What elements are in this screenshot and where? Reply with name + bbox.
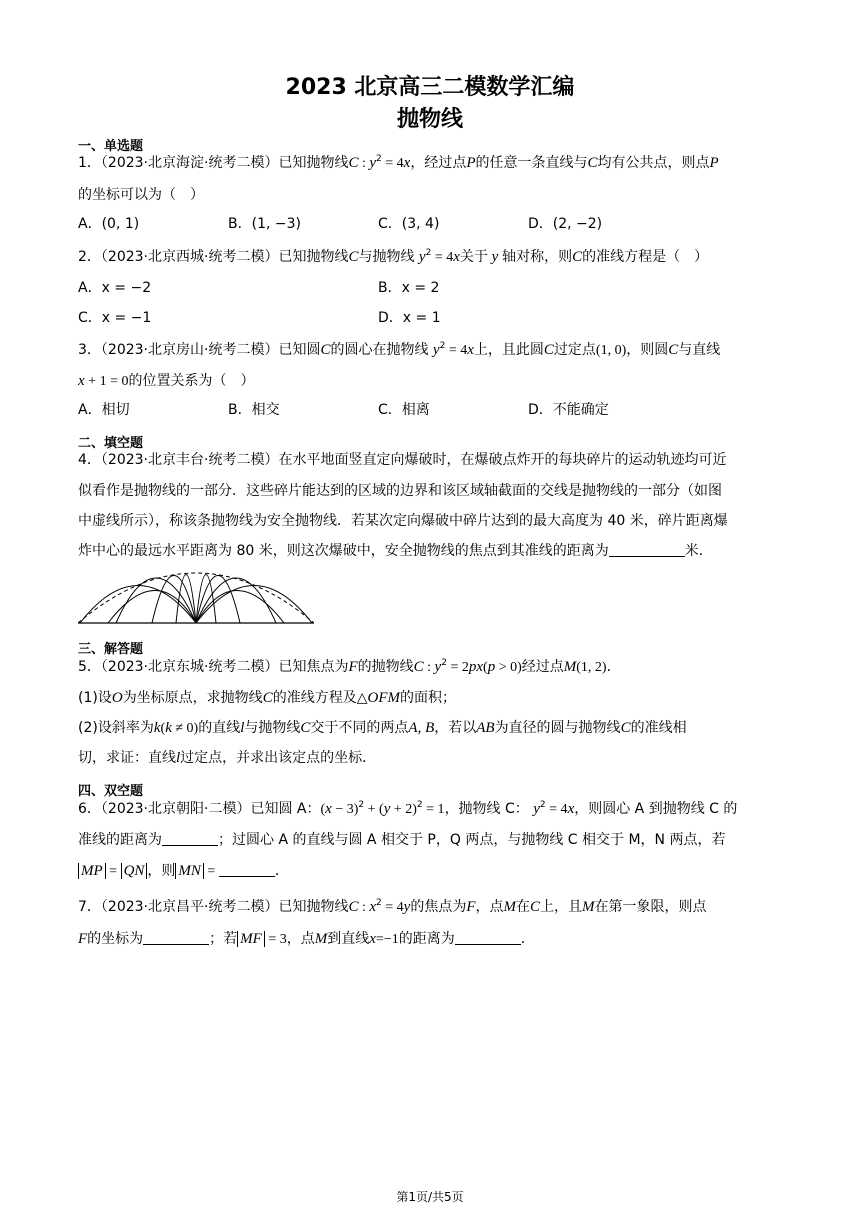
trajectory-5 bbox=[152, 576, 196, 624]
question-4-line-2: 似看作是抛物线的一部分．这些碎片能达到的区域的边界和该区域轴截面的交线是抛物线的一部分（如图 bbox=[78, 483, 722, 499]
q1-option-b: B．(1, −3) bbox=[228, 216, 301, 232]
question-5-part-1: (1)设O为坐标原点，求抛物线C的准线方程及△OFM的面积； bbox=[78, 690, 456, 706]
answer-blank-2[interactable] bbox=[219, 862, 275, 877]
question-1: 1．（2023·北京海淀·统考二模）已知抛物线C : $y^2 = 4x$，经过点P的任意一条直线与C均有公共点，则点P bbox=[78, 154, 719, 171]
trajectory-10 bbox=[196, 591, 284, 624]
answer-blank-2[interactable] bbox=[455, 930, 521, 945]
trajectory-6 bbox=[196, 576, 240, 624]
explosion-parabola-figure bbox=[78, 568, 314, 626]
question-2: 2．（2023·北京西城·统考二模）已知抛物线C与抛物线 $y^2 = 4x$关于 y 轴对称，则C的准线方程是（ ） bbox=[78, 248, 709, 265]
page-footer: 第1页/共5页 bbox=[396, 1190, 464, 1204]
q2-option-c: C．x = −1 bbox=[78, 310, 152, 326]
q2-option-d: D．x = 1 bbox=[378, 310, 441, 326]
trajectory-9 bbox=[108, 591, 196, 624]
section-heading-solution: 三、解答题 bbox=[78, 642, 144, 657]
q3-option-d: D．不能确定 bbox=[528, 402, 609, 418]
question-5: 5．（2023·北京东城·统考二模）已知焦点为F的抛物线C : $y^2 = 2px(p > 0)$经过点M(1, 2)． bbox=[78, 658, 621, 675]
question-4-line-3: 中虚线所示），称该条抛物线为安全抛物线．若某次定向爆破中碎片达到的最大高度为 40 米，碎片距离爆 bbox=[78, 513, 728, 529]
question-7-line-2: F的坐标为 ；若 MF = 3，点M到直线x=−1的距离为 ． bbox=[78, 931, 535, 947]
q1-option-c: C．(3, 4) bbox=[378, 216, 440, 232]
section-heading-fill-blank: 二、填空题 bbox=[78, 436, 144, 451]
answer-blank-1[interactable] bbox=[162, 831, 218, 846]
answer-blank[interactable] bbox=[609, 542, 685, 557]
q1-option-a: A．(0, 1) bbox=[78, 216, 140, 232]
document-subtitle: 抛物线 bbox=[396, 107, 463, 132]
section-heading-double-blank: 四、双空题 bbox=[78, 784, 144, 799]
question-5-part-2: (2)设斜率为k(k ≠ 0)的直线l与抛物线C交于不同的两点A, B，若以AB为直径的圆与抛物线C的准线相 bbox=[78, 720, 687, 736]
question-6-line-2: 准线的距离为 ；过圆心 A 的直线与圆 A 相交于 P，Q 两点，与抛物线 C 相交于 M，N 两点，若 bbox=[78, 832, 726, 848]
q2-option-b: B．x = 2 bbox=[378, 280, 440, 296]
question-3-line-2: x + 1 = 0的位置关系为（ ） bbox=[78, 373, 255, 389]
question-3: 3．（2023·北京房山·统考二模）已知圆C的圆心在抛物线 $y^2 = 4x$上，且此圆C过定点(1, 0)，则圆C与直线 bbox=[78, 341, 721, 358]
safety-parabola-dashed bbox=[78, 573, 314, 623]
question-5-part-2-line-2: 切，求证：直线l过定点，并求出该定点的坐标． bbox=[78, 750, 377, 766]
q3-option-a: A．相切 bbox=[78, 402, 130, 418]
question-7: 7．（2023·北京昌平·统考二模）已知抛物线C : $x^2 = 4y$的焦点为F，点M在C上，且M在第一象限，则点 bbox=[78, 898, 707, 915]
question-4-line-4: 炸中心的最远水平距离为 80 米，则这次爆破中，安全抛物线的焦点到其准线的距离为 米． bbox=[78, 543, 713, 559]
document-title: 2023 北京高三二模数学汇编 bbox=[285, 75, 575, 100]
question-1-line-2: 的坐标可以为（ ） bbox=[78, 187, 204, 203]
question-6-line-3: MP = QN ，则 MN = ． bbox=[78, 861, 289, 882]
q3-option-b: B．相交 bbox=[228, 402, 280, 418]
q2-option-a: A．x = −2 bbox=[78, 280, 152, 296]
section-heading-single-choice: 一、单选题 bbox=[78, 139, 144, 154]
question-4: 4．（2023·北京丰台·统考二模）在水平地面竖直定向爆破时，在爆破点炸开的每块碎片的运动轨迹均可近 bbox=[78, 452, 727, 468]
q1-option-d: D．(2, −2) bbox=[528, 216, 603, 232]
question-6: 6．（2023·北京朝阳·二模）已知圆 A：$(x - 3)^2 + (y + 2)^2 = 1$，抛物线 C： $y^2 = 4x$，则圆心 A 到抛物线 C 的 bbox=[78, 800, 738, 817]
q3-option-c: C．相离 bbox=[378, 402, 430, 418]
answer-blank-1[interactable] bbox=[143, 930, 209, 945]
